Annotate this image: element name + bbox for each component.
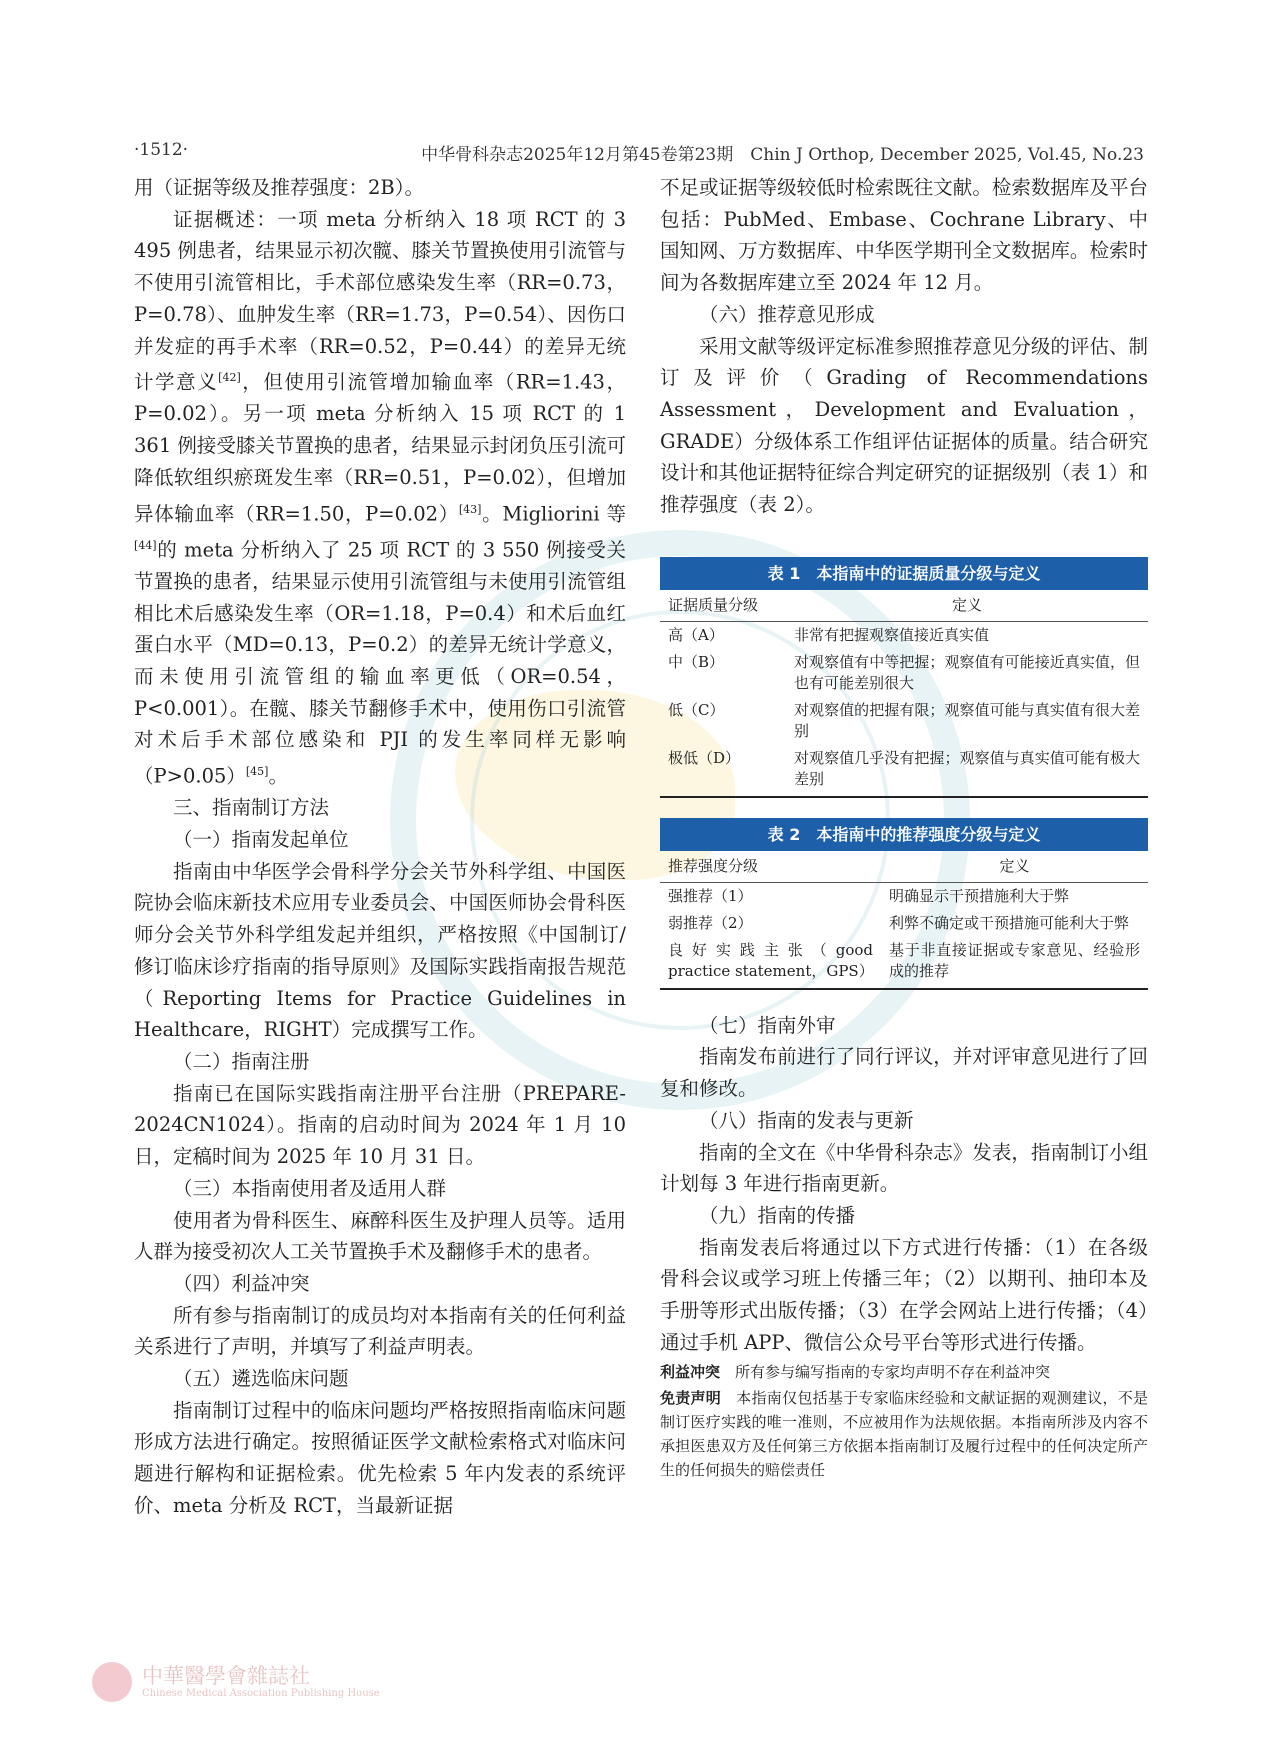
subsection-heading: （三）本指南使用者及适用人群 [173,1176,447,1200]
subsection-heading: （八）指南的发表与更新 [699,1108,914,1132]
paragraph: 采用文献等级评定标准参照推荐意见分级的评估、制订及评价（Grading of Recommendations Assessment，Development and Evaluation，GRADE）分级体系工作组评估证据体的质量。结合研究设计和其他证据特征综合判定研究的证据级别（表 1）和推荐强度（表 2）。 [660,334,1148,517]
journal-running-head: 中华骨科杂志2025年12月第45卷第23期 Chin J Orthop, December 2025, Vol.45, No.23 [421,145,1144,165]
page-header [134,140,1144,166]
citation-43[interactable]: [43] [458,502,482,516]
table-header: 证据质量分级 [660,590,786,622]
citation-44[interactable]: [44] [134,538,157,552]
flower-logo-icon [92,1662,132,1702]
evidence-summary-paragraph: 证据概述：一项 meta 分析纳入 18 项 RCT 的 3 495 例患者，结果显示初次髋、膝关节置换使用引流管与不使用引流管相比，手术部位感染发生率（RR=0.73，P=0.78）、血肿发生率（RR=1.73，P=0.54）、因伤口并发症的再手术率（RR=0.52，P=0.44）的差异无统计学意义[42]，但使用引流管增加输血率（RR=1.43，P=0.02）。另一项 meta 分析纳入 15 项 RCT 的 1 361 例接受膝关节置换的患者，结果显示封闭负压引流可降低软组织瘀斑发生率（RR=0.51，P=0.02），但增加异体输血率（RR=1.50，P=0.02）[43]。Migliorini 等[44]的 meta 分析纳入了 25 项 RCT 的 3 550 例接受关节置换的患者，结果显示使用引流管组与未使用引流管组相比术后感染发生率（OR=1.18，P=0.4）和术后血红蛋白水平（MD=0.13，P=0.2）的差异无统计学意义，而未使用引流管组的输血率更低（OR=0.54，P<0.001）。在髋、膝关节翻修手术中，使用伤口引流管对术后手术部位感染和 PJI 的发生率同样无影响（P>0.05）[45]。 [134,207,627,788]
section-heading: 三、指南制订方法 [173,796,330,820]
page-number: ·1512· [134,140,189,160]
paragraph: 指南发布前进行了同行评议，并对评审意见进行了回复和修改。 [660,1045,1148,1101]
paragraph: 所有参与指南制订的成员均对本指南有关的任何利益关系进行了声明，并填写了利益声明表。 [134,1303,626,1359]
publisher-name-en: Chinese Medical Association Publishing House [142,1688,380,1699]
table-row: 高（A） 非常有把握观察值接近真实值 [668,625,990,644]
paragraph: 指南已在国际实践指南注册平台注册（PREPARE-2024CN1024）。指南的启动时间为 2024 年 1 月 10 日，定稿时间为 2025 年 10 月 31 日。 [134,1081,626,1169]
paragraph: 用（证据等级及推荐强度：2B）。 [134,176,424,199]
subsection-heading: （六）推荐意见形成 [699,302,875,326]
paragraph: 指南发表后将通过以下方式进行传播：（1）在各级骨科会议或学习班上传播三年；（2）以期刊、抽印本及手册等形式出版传播；（3）在学会网站上进行传播；（4）通过手机 APP、微信公众号平台等形式进行传播。 [660,1235,1148,1354]
paragraph: 不足或证据等级较低时检索既往文献。检索数据库及平台包括：PubMed、Embase、Cochrane Library、中国知网、万方数据库、中华医学期刊全文数据库。检索时间为各数据库建立至 2024 年 12 月。 [660,176,1148,295]
table-caption: 表 1 本指南中的证据质量分级与定义 [660,557,1148,590]
publisher-name: 中華醫學會雜誌社 [142,1664,310,1688]
left-column [134,172,626,1522]
paragraph: 指南制订过程中的临床问题均严格按照指南临床问题形成方法进行确定。按照循证医学文献检索格式对临床问题进行解构和证据检索。优先检索 5 年内发表的系统评价、meta 分析及 RCT，当最新证据 [134,1398,626,1517]
table-row: 极低（D） 对观察值几乎没有把握；观察值与真实值可能有极大差别 [668,748,1140,788]
table-recommendation-strength [660,818,1148,990]
table-row: 弱推荐（2） 利弊不确定或干预措施可能利大于弊 [668,913,1130,932]
subsection-heading: （四）利益冲突 [173,1271,310,1295]
subsection-heading: （二）指南注册 [173,1049,310,1073]
paragraph: 指南的全文在《中华骨科杂志》发表，指南制订小组计划每 3 年进行指南更新。 [660,1140,1148,1196]
table-row: 中（B） 对观察值有中等把握；观察值有可能接近真实值，但也有可能差别很大 [668,652,1140,692]
subsection-heading: （七）指南外审 [699,1013,836,1037]
subsection-heading: （五）遴选临床问题 [173,1367,349,1391]
paragraph: 使用者为骨科医生、麻醉科医生及护理人员等。适用人群为接受初次人工关节置换手术及翻修手术的患者。 [134,1208,626,1264]
subsection-heading: （一）指南发起单位 [173,828,349,852]
table-header: 定义 [786,590,1148,622]
subsection-heading: （九）指南的传播 [699,1203,856,1227]
table-header: 定义 [881,851,1148,883]
paragraph: 指南由中华医学会骨科学分会关节外科学组、中国医院协会临床新技术应用专业委员会、中国医师协会骨科医师分会关节外科学组发起并组织，严格按照《中国制订/修订临床诊疗指南的指导原则》及国际实践指南报告规范（Reporting Items for Practice Guidelines in Healthcare，RIGHT）完成撰写工作。 [134,859,626,1042]
disclaimer-note: 免责声明 本指南仅包括基于专家临床经验和文献证据的观测建议，不是制订医疗实践的唯一准则，不应被用作为法规依据。本指南所涉及内容不承担医患双方及任何第三方依据本指南制订及履行过程中的任何决定所产生的任何损失的赔偿责任 [660,1389,1148,1480]
table-row: 良好实践主张（good practice statement，GPS） 基于非直接证据或专家意见、经验形成的推荐 [668,940,1140,980]
table-header: 推荐强度分级 [660,851,881,883]
conflict-of-interest-note: 利益冲突 所有参与编写指南的专家均声明不存在利益冲突 [660,1363,1051,1382]
table-evidence-quality [660,557,1148,798]
citation-42[interactable]: [42] [218,371,241,385]
citation-45[interactable]: [45] [245,765,269,779]
publisher-logo [92,1660,552,1710]
table-row: 低（C） 对观察值的把握有限；观察值可能与真实值有很大差别 [668,700,1140,740]
table-caption: 表 2 本指南中的推荐强度分级与定义 [660,818,1148,851]
table-row: 强推荐（1） 明确显示干预措施利大于弊 [668,886,1070,905]
right-column [660,172,1148,1482]
